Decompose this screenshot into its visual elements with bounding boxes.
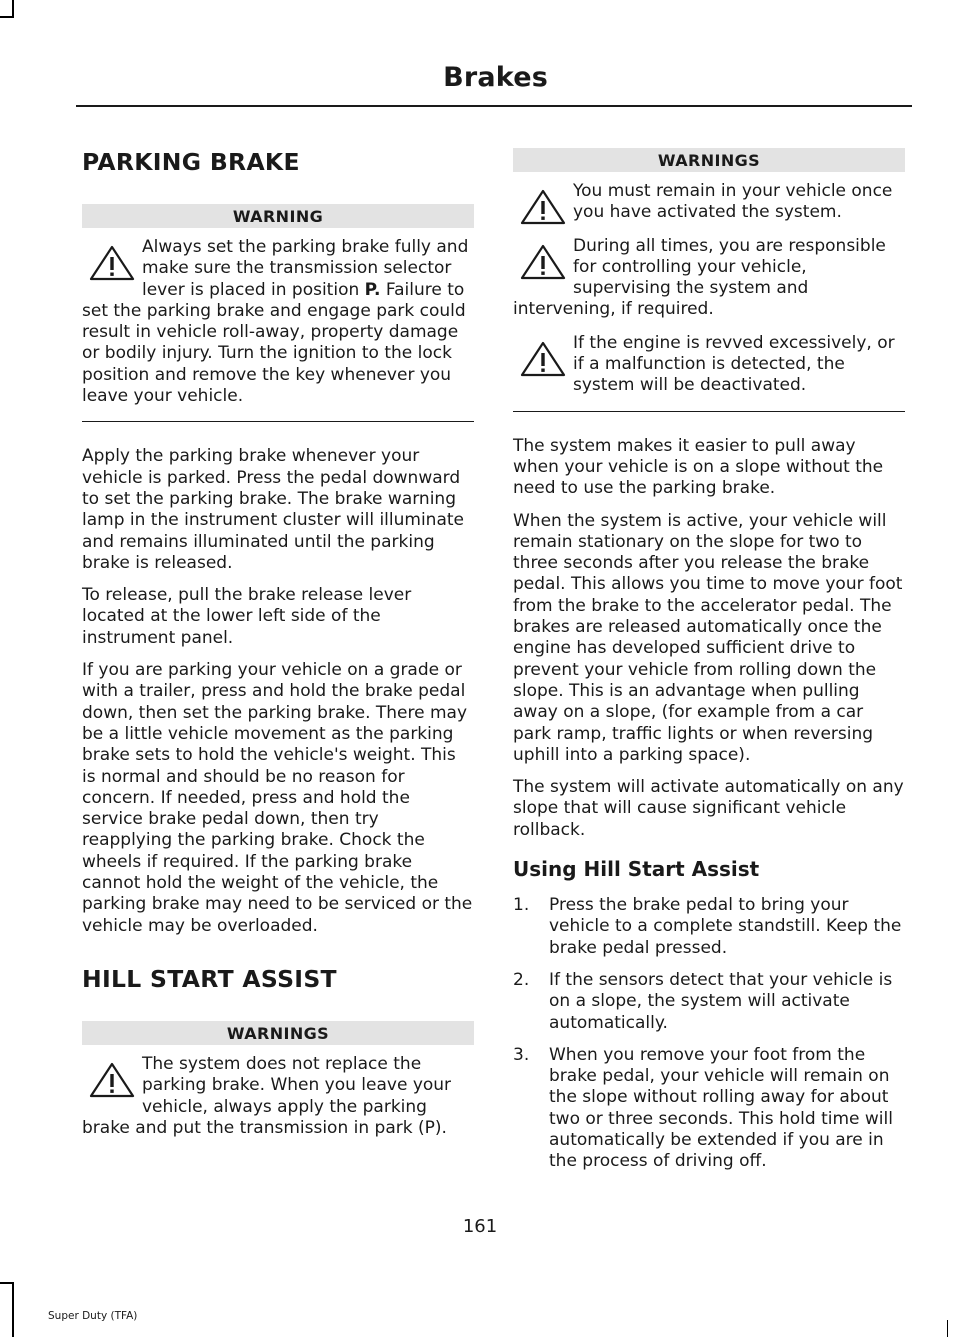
- right-column: [513, 148, 905, 1184]
- hill-warnings-block: [513, 148, 905, 412]
- warning-triangle-icon: [88, 1062, 136, 1098]
- parking-warning-block: [82, 204, 474, 422]
- step-text: If the sensors detect that your vehicle is on a slope, the system will activate automatically.: [549, 969, 893, 1033]
- warning-triangle-icon: [519, 341, 567, 377]
- warning-text-tail: Failure to set the parking brake and engage park could result in vehicle roll-away, property damage or bodily injury. Turn the ignition to the lock position and remove the key whenever you leave your vehicle.: [82, 279, 466, 407]
- list-item: [513, 1045, 905, 1173]
- step-text: Press the brake pedal to bring your vehicle to a complete standstill. Keep the brake pedal pressed.: [549, 895, 902, 958]
- using-hill-start-heading: Using Hill Start Assist: [513, 857, 760, 882]
- paragraph: The system will activate automatically on any slope that will cause significant vehicle rollback.: [513, 777, 904, 840]
- hill-start-heading: HILL START ASSIST: [82, 964, 337, 993]
- paragraph: The system makes it easier to pull away when your vehicle is on a slope without the need to use the parking brake.: [513, 435, 884, 499]
- paragraph: When the system is active, your vehicle will remain stationary on the slope for two to three seconds after you release the brake pedal. This allows you time to move your foot from the brake to the accelerator pedal. The brakes are released automatically once the engine has developed sufficient drive to prevent your vehicle from rolling down the slope. This is an advantage when pulling away on a slope, (for example from a car park ramp, traffic lights or when reversing uphill into a parking space).: [513, 510, 903, 765]
- warning-triangle-icon: [88, 245, 136, 281]
- warning-item: [513, 236, 905, 321]
- warning-label: WARNING: [82, 204, 474, 228]
- warning-item: [82, 1054, 474, 1139]
- warning-text-lead: Always set the parking brake fully and make sure the transmission selector lever is placed in position: [142, 237, 469, 300]
- warnings-label: WARNINGS: [82, 1021, 474, 1045]
- page-title: Brakes: [443, 62, 548, 93]
- step-number: 1.: [513, 895, 530, 916]
- steps-list: [513, 895, 905, 1173]
- crop-mark: [0, 1282, 14, 1284]
- paragraph: Apply the parking brake whenever your vehicle is parked. Press the pedal downward to set the parking brake. The brake warning lamp in the instrument cluster will illuminate and remains illuminated until the parking brake is released.: [82, 446, 464, 573]
- warnings-label: WARNINGS: [513, 148, 905, 172]
- crop-mark: [0, 16, 14, 18]
- step-text: When you remove your foot from the brake pedal, your vehicle will remain on the slope without rolling away for about two or three seconds. This hold time will automatically be extended if you are in the process of driving off.: [549, 1044, 893, 1172]
- list-item: [513, 895, 905, 959]
- warning-text: You must remain in your vehicle once you have activated the system.: [573, 181, 893, 223]
- hill-warning-block: [82, 1021, 474, 1139]
- header-divider: [76, 105, 912, 107]
- warning-text-bold: P.: [364, 279, 381, 300]
- warning-text: The system does not replace the parking brake. When you leave your vehicle, always apply the parking brake and put the transmission in park (P).: [82, 1053, 452, 1138]
- crop-mark: [12, 1282, 14, 1337]
- list-item: [513, 970, 905, 1034]
- warning-triangle-icon: [519, 244, 567, 280]
- warning-item: [513, 181, 905, 224]
- paragraph: To release, pull the brake release lever located at the lower left side of the instrument panel.: [82, 585, 412, 648]
- warning-text: During all times, you are responsible for controlling your vehicle, supervising the system and intervening, if required.: [513, 235, 886, 320]
- step-number: 3.: [513, 1044, 530, 1065]
- warning-text: If the engine is revved excessively, or if a malfunction is detected, the system will be deactivated.: [573, 332, 895, 396]
- parking-brake-heading: PARKING BRAKE: [82, 148, 300, 176]
- left-column: [82, 146, 474, 1139]
- footer-label: Super Duty (TFA): [48, 1310, 138, 1322]
- crop-mark: [947, 1320, 949, 1337]
- page-number: 161: [462, 1216, 498, 1237]
- warning-item: [513, 333, 905, 397]
- warning-triangle-icon: [519, 189, 567, 225]
- warning-item: [82, 237, 474, 407]
- step-number: 2.: [513, 969, 530, 990]
- paragraph: If you are parking your vehicle on a grade or with a trailer, press and hold the brake pedal down, then set the parking brake. There may be a little vehicle movement as the parking brake sets to hold the vehicle's weight. This is normal and should be no reason for concern. If needed, press and hold the service brake pedal down, then try reapplying the parking brake. Chock the wheels if required. If the parking brake cannot hold the weight of the vehicle, the parking brake may need to be serviced or the vehicle may be overloaded.: [82, 660, 473, 936]
- crop-mark: [12, 0, 14, 16]
